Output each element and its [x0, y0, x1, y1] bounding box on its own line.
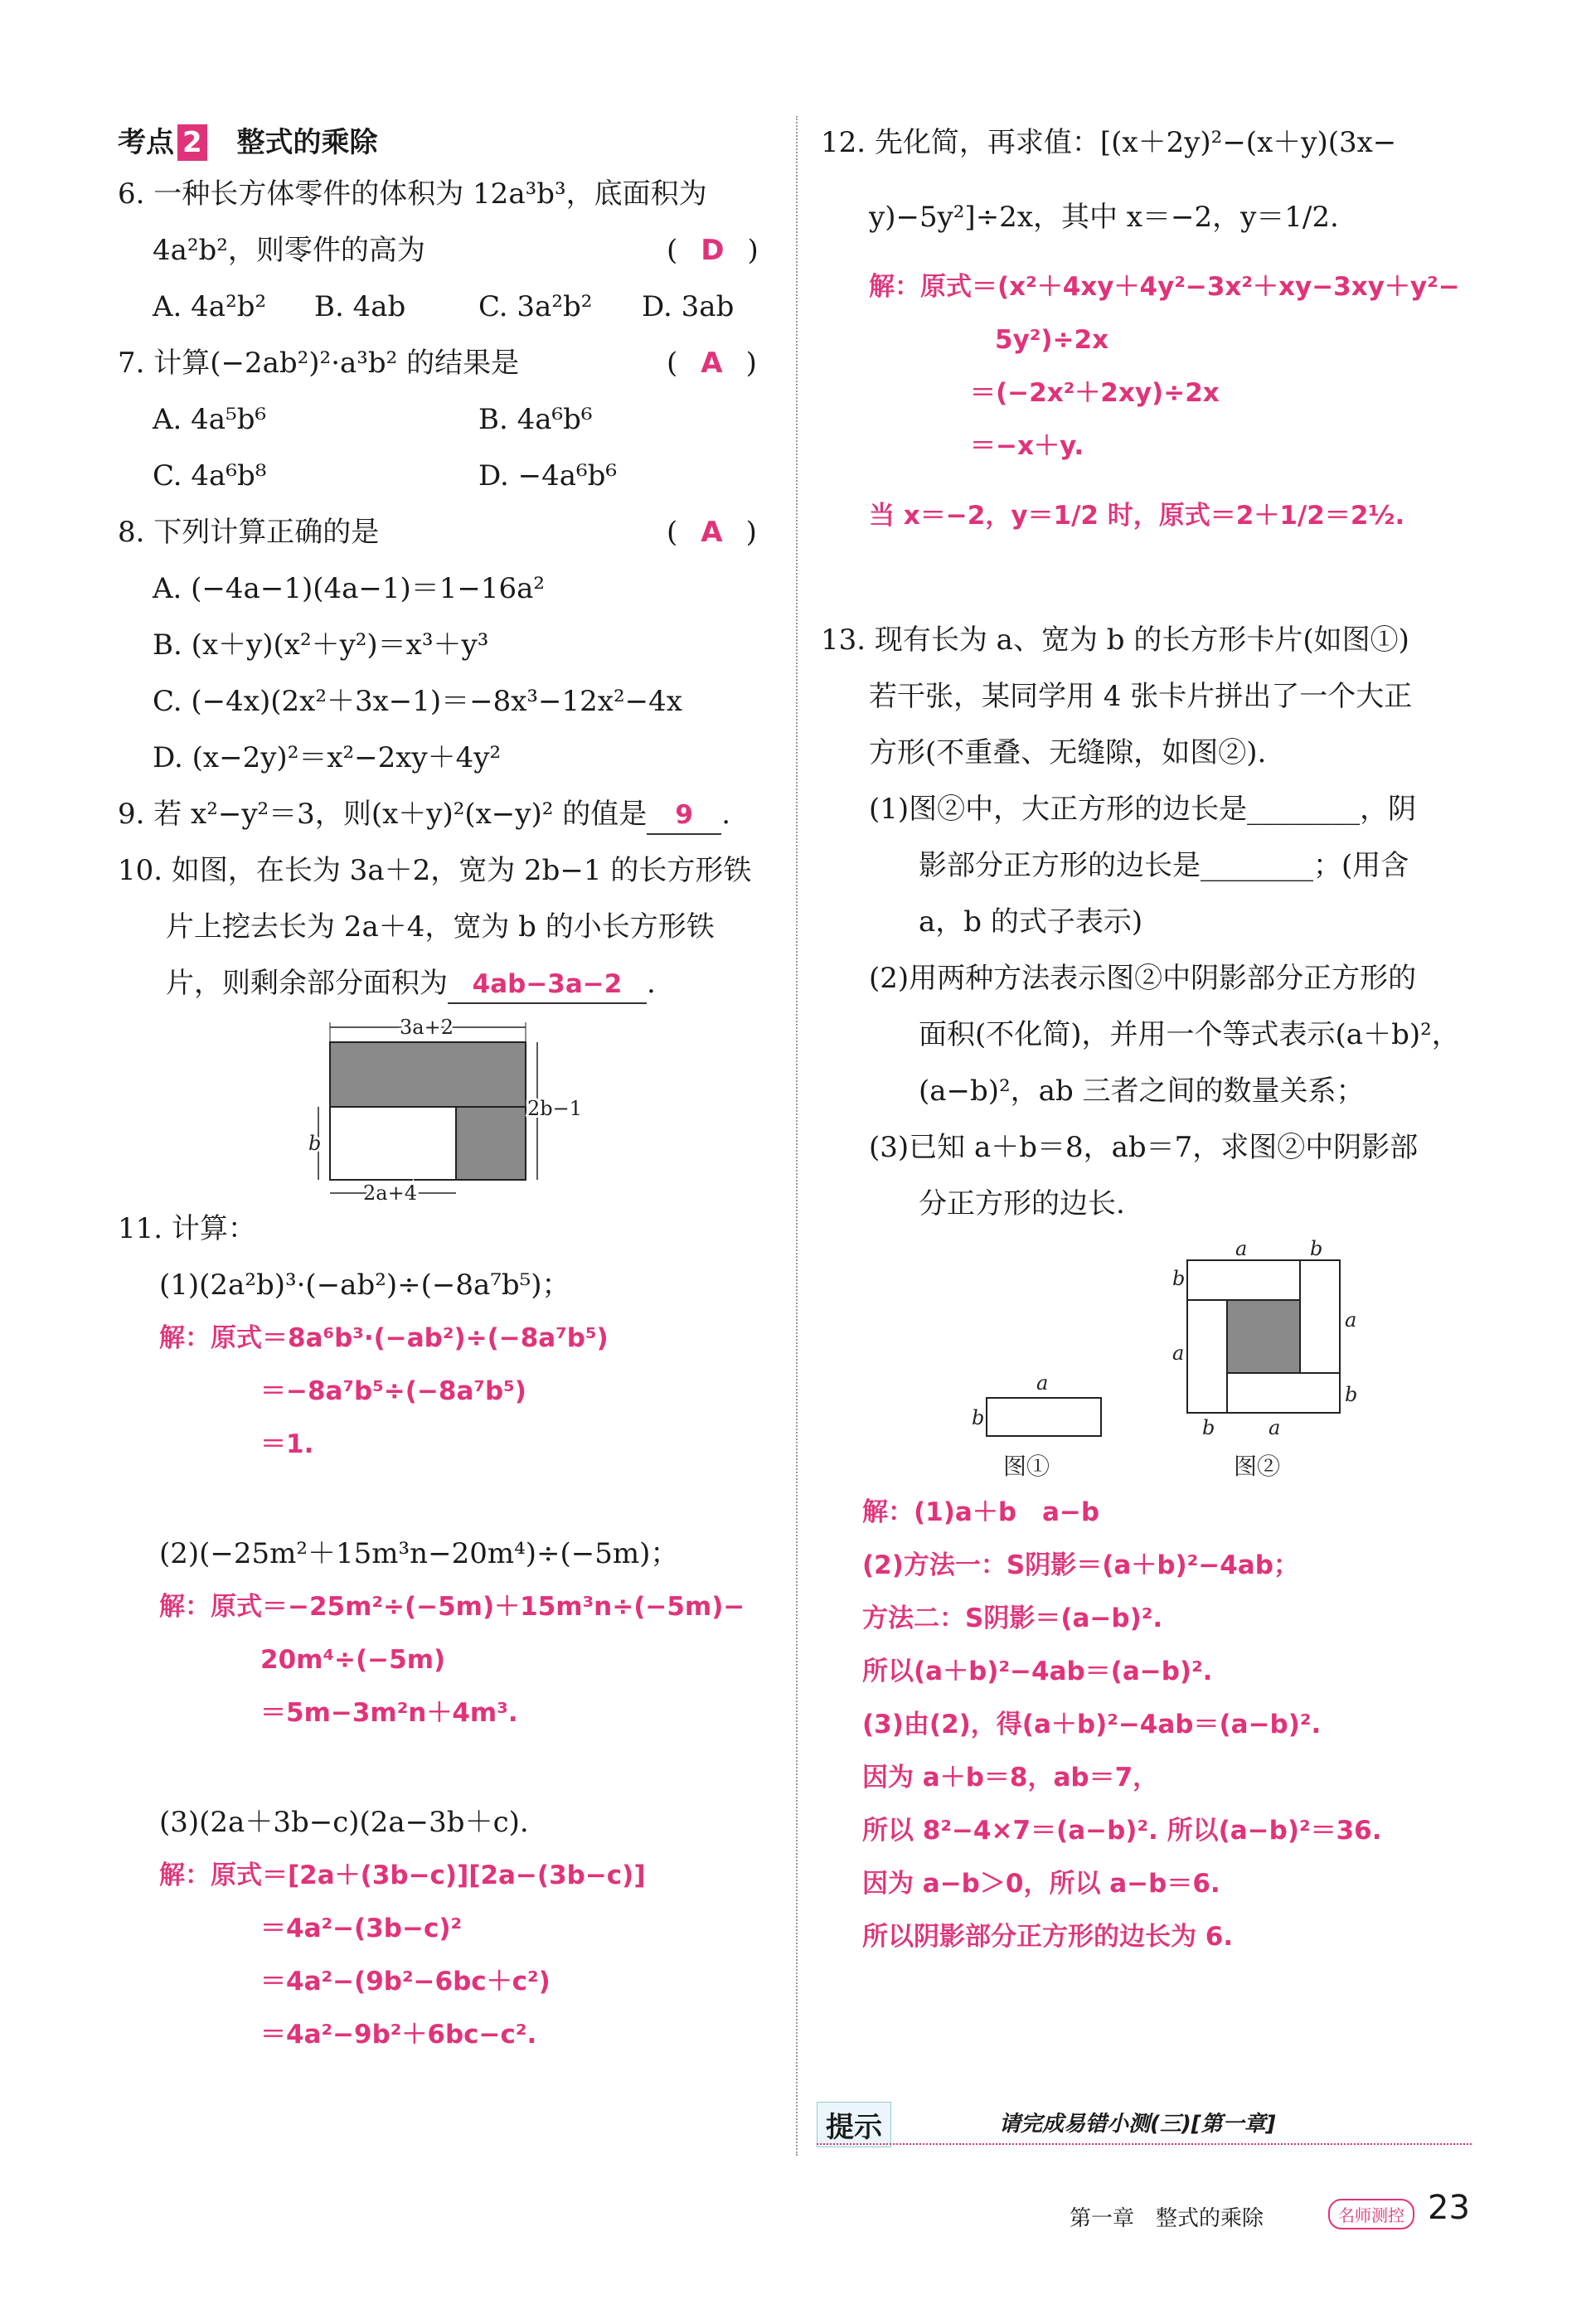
hint-bar — [817, 2102, 1472, 2145]
publisher-logo: 名师测控 — [1328, 2199, 1414, 2229]
q8-option-d: D. (x−2y)²＝x²−2xy＋4y² — [153, 741, 502, 774]
q11-part1-solution-3: ＝1. — [260, 1429, 314, 1459]
q11-part1-solution-2: ＝−8a⁷b⁵÷(−8a⁷b⁵) — [260, 1376, 526, 1406]
q7-option-d: D. −4a⁶b⁶ — [478, 459, 618, 492]
q10-answer: 4ab−3a−2 — [448, 966, 647, 1004]
footer-chapter: 第一章 整式的乘除 — [1070, 2206, 1264, 2231]
q9: 9. 若 x²−y²＝3，则(x＋y)²(x−y)² 的值是 9 . — [118, 796, 730, 835]
q8-option-c: C. (−4x)(2x²＋3x−1)＝−8x³−12x²−4x — [153, 685, 682, 718]
q10-cutout — [330, 1107, 456, 1180]
q13-solution-2: (2)方法一：S阴影＝(a＋b)²−4ab； — [862, 1550, 1299, 1580]
hint-text: 请完成易错小测(三)[第一章] — [999, 2112, 1276, 2137]
q6-line2: 4a²b²，则零件的高为 — [153, 234, 425, 267]
q12-solution-3: ＝(−2x²＋2xy)÷2x — [970, 378, 1220, 408]
q10-shaded-region-top — [330, 1042, 526, 1107]
section-number-badge: 2 — [177, 124, 207, 161]
q11-part1: (1)(2a²b)³·(−ab²)÷(−8a⁷b⁵)； — [159, 1269, 570, 1302]
svg-text:b: b — [1310, 1237, 1323, 1260]
q7-stem: 7. 计算(−2ab²)²·a³b² 的结果是 — [118, 347, 520, 380]
q11-part3-solution-2: ＝4a²−(3b−c)² — [260, 1914, 463, 1943]
q13-part2-line1: (2)用两种方法表示图②中阴影部分正方形的 — [869, 962, 1417, 995]
q11-title: 11. 计算： — [118, 1212, 256, 1245]
q13-part3-line1: (3)已知 a＋b＝8，ab＝7，求图②中阴影部 — [869, 1131, 1419, 1164]
q13-solution-8: 因为 a−b＞0，所以 a−b＝6. — [862, 1869, 1220, 1899]
svg-text:a: a — [1345, 1308, 1357, 1332]
q8-option-a: A. (−4a−1)(4a−1)＝1−16a² — [153, 572, 546, 605]
hint-label: 提示 — [817, 2102, 891, 2147]
q11-part2-solution-1: 解：原式＝−25m²÷(−5m)＋15m³n÷(−5m)− — [159, 1592, 745, 1622]
q13-part1-line1: (1)图②中，大正方形的边长是________，阴 — [869, 793, 1417, 826]
q10-label-left: b — [308, 1132, 322, 1155]
q6-option-d: D. 3ab — [642, 290, 735, 323]
q8-answer: ( A ) — [667, 516, 757, 549]
q10-line3: 片，则剩余部分面积为 4ab−3a−2 . — [166, 965, 656, 1004]
q13-part3-line2: 分正方形的边长. — [919, 1187, 1125, 1220]
figure-2-caption: 图② — [1234, 1453, 1281, 1480]
svg-text:a: a — [1235, 1237, 1248, 1260]
q13-solution-3: 方法二：S阴影＝(a−b)². — [862, 1603, 1163, 1633]
svg-text:a: a — [1172, 1341, 1185, 1365]
q13-part2-line3: (a−b)²，ab 三者之间的数量关系； — [919, 1075, 1365, 1108]
q12-solution-2: 5y²)÷2x — [995, 325, 1109, 355]
svg-text:b: b — [1345, 1383, 1358, 1406]
q7-option-a: A. 4a⁵b⁶ — [153, 403, 267, 436]
q8-stem: 8. 下列计算正确的是 — [118, 516, 380, 549]
q12-line2: y)−5y²]÷2x，其中 x＝−2，y＝1/2. — [869, 201, 1339, 234]
q7-option-c: C. 4a⁶b⁸ — [153, 459, 267, 492]
q6-option-c: C. 3a²b² — [478, 290, 593, 323]
svg-text:a: a — [1269, 1416, 1281, 1439]
q13-shaded-square — [1227, 1300, 1300, 1373]
q13-line2: 若干张，某同学用 4 张卡片拼出了一个大正 — [869, 680, 1413, 713]
q12-solution-5: 当 x＝−2，y＝1/2 时，原式＝2＋1/2＝2½. — [869, 501, 1405, 531]
q13-solution-7: 所以 8²−4×7＝(a−b)². 所以(a−b)²＝36. — [862, 1816, 1382, 1846]
q11-part3-solution-1: 解：原式＝[2a＋(3b−c)][2a−(3b−c)] — [159, 1861, 646, 1890]
q11-part3: (3)(2a＋3b−c)(2a−3b＋c). — [159, 1806, 529, 1839]
q6-answer: ( D ) — [667, 234, 759, 267]
q12-solution-1: 解：原式＝(x²＋4xy＋4y²−3x²＋xy−3xy＋y²− — [869, 272, 1460, 302]
svg-text:b: b — [972, 1406, 985, 1429]
q10-shaded-region-right — [456, 1107, 526, 1180]
q13-solution-5: (3)由(2)，得(a＋b)²−4ab＝(a−b)². — [862, 1710, 1322, 1739]
q12-solution-4: ＝−x＋y. — [970, 431, 1084, 461]
q13-line3: 方形(不重叠、无缝隙，如图②). — [869, 736, 1267, 769]
section-heading: 考点 2 整式的乘除 — [118, 126, 378, 159]
q13-part1-line2: 影部分正方形的边长是________；(用含 — [919, 849, 1409, 882]
column-divider — [796, 116, 798, 2156]
q10-line1: 10. 如图，在长为 3a＋2，宽为 2b−1 的长方形铁 — [118, 854, 752, 887]
q13-solution-4: 所以(a＋b)²−4ab＝(a−b)². — [862, 1657, 1213, 1686]
q13-figure-2 — [1161, 1235, 1360, 1484]
q13-line1: 13. 现有长为 a、宽为 b 的长方形卡片(如图①) — [821, 623, 1409, 657]
q7-answer: ( A ) — [667, 347, 757, 380]
q8-option-b: B. (x＋y)(x²＋y²)＝x³＋y³ — [153, 628, 489, 662]
q10-figure — [308, 1016, 583, 1215]
q10-line2: 片上挖去长为 2a＋4，宽为 b 的小长方形铁 — [166, 910, 715, 944]
q10-label-top: 3a+2 — [400, 1016, 454, 1039]
figure-1-caption: 图① — [1003, 1453, 1050, 1480]
q11-part2: (2)(−25m²＋15m³n−20m⁴)÷(−5m)； — [159, 1537, 679, 1570]
q11-part2-solution-3: ＝5m−3m²n＋4m³. — [260, 1698, 518, 1728]
page-number: 23 — [1428, 2189, 1470, 2227]
q13-solution-6: 因为 a＋b＝8，ab＝7， — [862, 1763, 1159, 1793]
svg-text:a: a — [1036, 1371, 1049, 1395]
svg-text:b: b — [1202, 1416, 1215, 1439]
q7-option-b: B. 4a⁶b⁶ — [478, 403, 593, 436]
q11-part3-solution-3: ＝4a²−(9b²−6bc＋c²) — [260, 1967, 551, 1996]
q11-part3-solution-4: ＝4a²−9b²＋6bc−c². — [260, 2020, 537, 2050]
q13-part2-line2: 面积(不化简)，并用一个等式表示(a＋b)²， — [919, 1018, 1460, 1051]
hint-divider — [817, 2143, 1472, 2145]
q13-part1-line3: a，b 的式子表示) — [919, 905, 1143, 939]
q12-line1: 12. 先化简，再求值：[(x＋2y)²−(x＋y)(3x− — [821, 126, 1397, 159]
q13-figure-1 — [970, 1368, 1119, 1484]
q11-part1-solution-1: 解：原式＝8a⁶b³·(−ab²)÷(−8a⁷b⁵) — [159, 1323, 609, 1353]
q10-label-bottom: 2a+4 — [363, 1181, 417, 1205]
q10-label-right: 2b−1 — [527, 1097, 583, 1120]
q13-solution-9: 所以阴影部分正方形的边长为 6. — [862, 1922, 1234, 1952]
q6-line1: 6. 一种长方体零件的体积为 12a³b³，底面积为 — [118, 177, 707, 211]
q9-answer: 9 — [647, 797, 721, 835]
q13-solution-1: 解：(1)a＋b a−b — [862, 1497, 1100, 1527]
q6-option-a: A. 4a²b² — [153, 290, 267, 323]
svg-text:b: b — [1172, 1267, 1186, 1290]
q11-part2-solution-2: 20m⁴÷(−5m) — [260, 1645, 446, 1675]
q6-option-b: B. 4ab — [314, 290, 406, 323]
